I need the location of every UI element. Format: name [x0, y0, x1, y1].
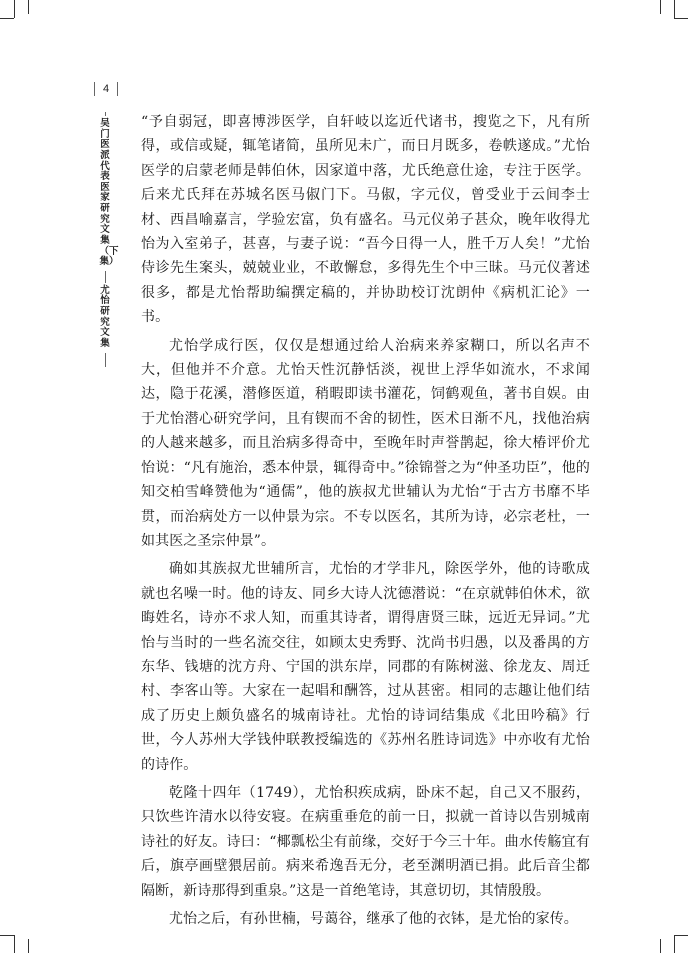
crop-mark [14, 935, 15, 953]
divider [94, 82, 95, 96]
divider [117, 82, 118, 96]
series-title: 吴门医派代表医家研究文集（下集） [99, 118, 119, 268]
crop-mark [674, 18, 688, 19]
crop-mark [28, 939, 29, 953]
paragraph: 确如其族叔尤世辅所言，尤怡的才学非凡，除医学外，他的诗歌成就也名噪一时。他的诗友、同乡大诗人沈德潜说：“在京就韩伯休术，欲晦姓名，诗亦不求人知，而重其诗者，谓得唐贤三昧，远近无异词。”尤怡与当时的一些名流交往，如顾太史秀野、沈尚书归愚，以及番禺的方东华、钱塘的沈方舟、宁国的洪东岸，同郡的有陈树滋、徐龙友、周迁村、李客山等。大家在一起唱和酬答，过从甚密。相同的志趣让他们结成了历史上颇负盛名的城南诗社。尤怡的诗词结集成《北田吟稿》行世，今人苏州大学钱仲联教授编选的《苏州名胜诗词选》中亦收有尤怡的诗作。 [141, 561, 590, 773]
main-text [141, 110, 590, 931]
running-header [98, 112, 119, 367]
crop-mark [660, 0, 661, 14]
volume-title: 尤怡研究文集 [100, 284, 110, 349]
crop-mark [660, 939, 661, 953]
crop-mark [674, 935, 675, 953]
crop-mark [0, 935, 14, 936]
divider [105, 112, 106, 116]
crop-mark [674, 935, 688, 936]
paragraph: “予自弱冠，即喜博涉医学，自轩岐以迄近代诸书，搜览之下，凡有所得，或信或疑，辄笔诸简，虽所见未广，而日月既多，卷帙遂成。”尤怡医学的启蒙老师是韩伯休，因家道中落，尤氏绝意仕途，专注于医学。后来尤氏拜在苏城名医马俶门下。马俶，字元仪，曾受业于云间李士材、西昌喻嘉言，学验宏富，负有盛名。马元仪弟子甚众，晚年收得尤怡为入室弟子，甚喜，与妻子说：“吾今日得一人，胜千万人矣！”尤怡侍诊先生案头，兢兢业业，不敢懈怠，多得先生个中三昧。马元仪著述很多，都是尤怡帮助编撰定稿的，并协助校订沈朗仲《病机汇论》一书。 [141, 114, 590, 326]
crop-mark [14, 0, 15, 18]
paragraph: 乾隆十四年（1749），尤怡积疾成病，卧床不起，自己又不服药，只饮些许清水以待安寝。在病重垂危的前一日，拟就一首诗以告别城南诗社的好友。诗曰：“椰瓢松尘有前缘，交好于今三十年。曲水传觞宜有后，旗亭画壁猥居前。病来希逸吾无分，老至渊明酒已捐。此后音尘都隔断，新诗那得到重泉。”这是一首绝笔诗，其意切切，其情殷殷。 [141, 784, 590, 899]
paragraph: 尤怡之后，有孙世楠，号蔼谷，继承了他的衣钵，是尤怡的家传。 [169, 911, 578, 927]
page-number-block [88, 82, 124, 96]
page-number: 4 [102, 83, 110, 95]
paragraph: 尤怡学成行医，仅仅是想通过给人治病来养家糊口，所以名声不大，但他并不介意。尤怡天性沉静恬淡，视世上浮华如流水，不求闻达，隐于花溪，潜修医道，稍暇即读书灌花，饲鹤观鱼，著书自娱。由于尤怡潜心研究学问，且有锲而不舍的韧性，医术日渐不凡，找他治病的人越来越多，而且治病多得奇中，至晚年时声誉鹊起，徐大椿评价尤怡说：“凡有施治，悉本仲景，辄得奇中。”徐锦誉之为“仲圣功臣”，他的知交柏雪峰赞他为“通儒”，他的族叔尤世辅认为尤怡“于古方书靡不毕贯，而治病处方一以仲景为宗。不专以医名，其所为诗，必宗老杜，一如其医之圣宗仲景”。 [141, 337, 590, 549]
crop-mark [28, 0, 29, 14]
divider [105, 271, 106, 283]
divider [105, 353, 106, 367]
crop-mark [0, 18, 14, 19]
crop-mark [674, 0, 675, 18]
